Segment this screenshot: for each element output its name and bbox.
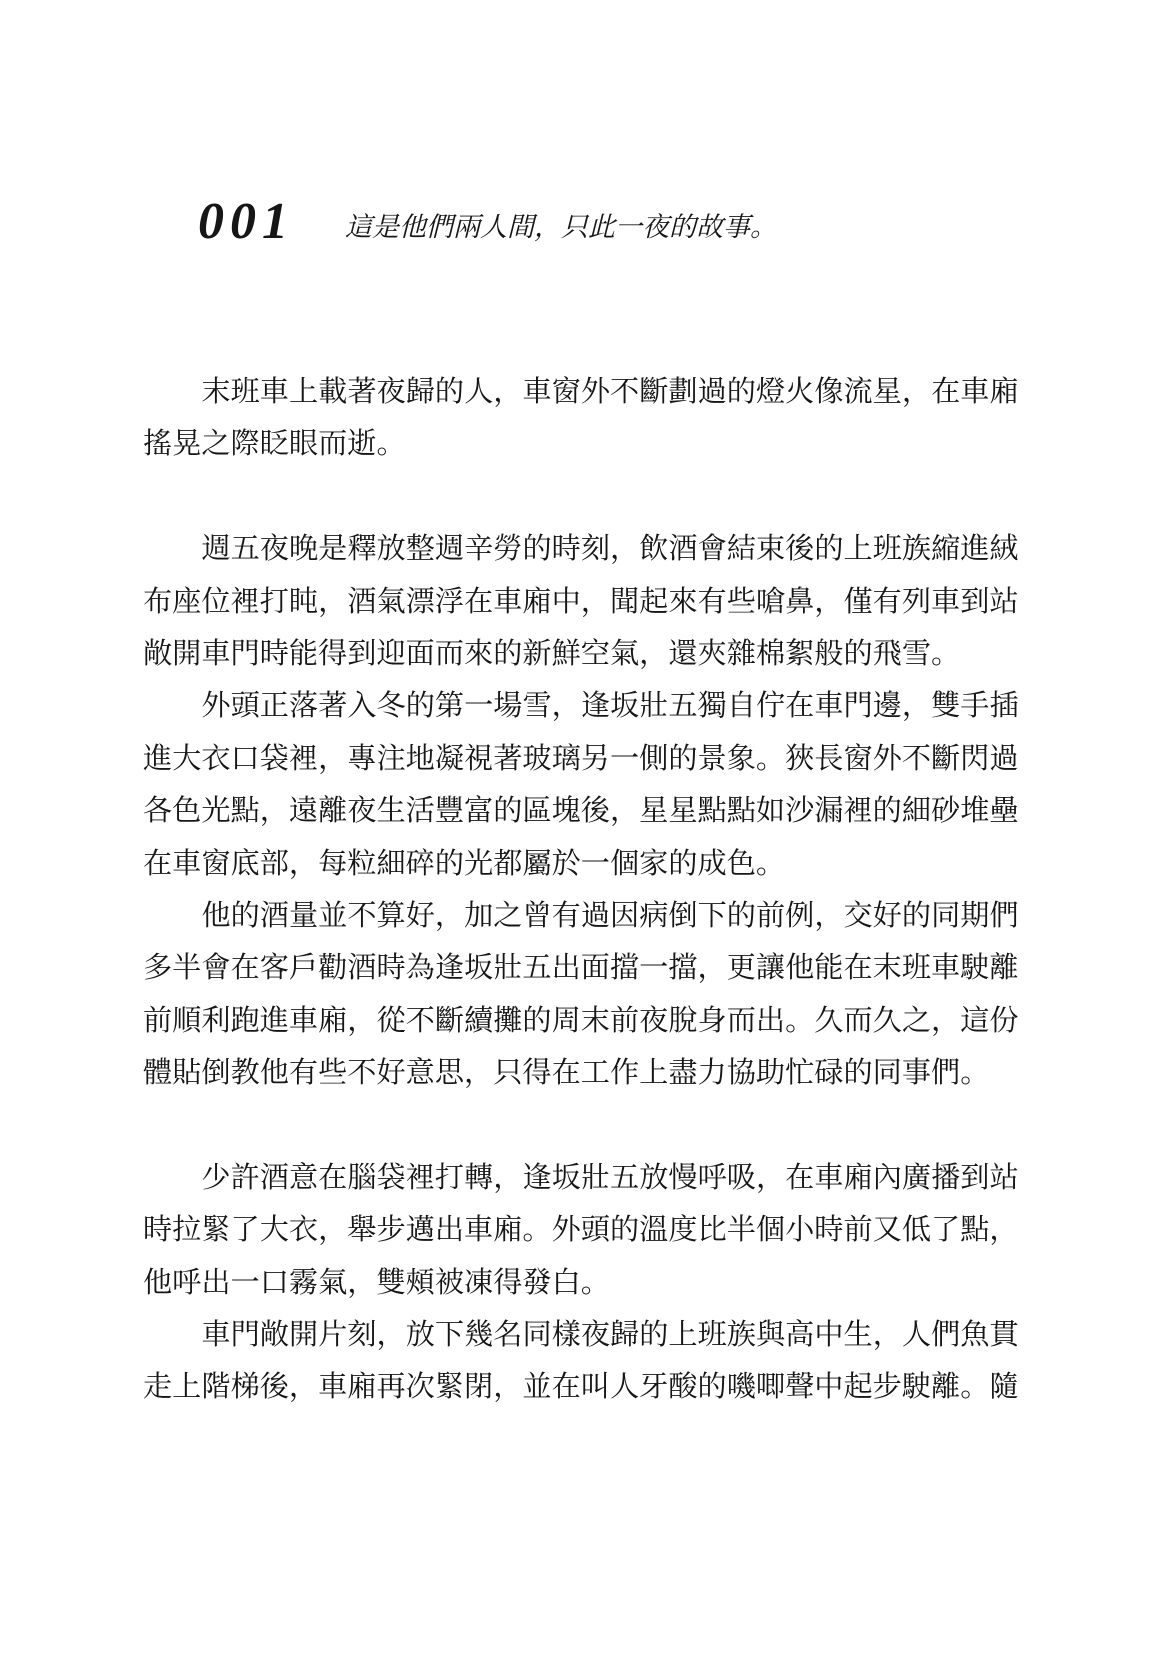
- text-line: 走上階梯後，車廂再次緊閉，並在叫人牙酸的嘰唧聲中起步駛離。隨: [143, 1369, 1019, 1404]
- text-line: 前順利跑進車廂，從不斷續攤的周末前夜脫身而出。久而久之，這份: [143, 1002, 1019, 1037]
- text-line: 外頭正落著入冬的第一場雪，逢坂壯五獨自佇在車門邊，雙手插: [201, 688, 1019, 723]
- paragraph: [143, 365, 1033, 470]
- text-line: 多半會在客戶勸酒時為逢坂壯五出面擋一擋，更讓他能在末班車駛離: [143, 950, 1019, 985]
- body-text: [143, 365, 1033, 1413]
- text-line: 少許酒意在腦袋裡打轉，逢坂壯五放慢呼吸，在車廂內廣播到站: [201, 1159, 1019, 1194]
- text-line: 進大衣口袋裡，專注地凝視著玻璃另一側的景象。狹長窗外不斷閃過: [143, 740, 1019, 775]
- text-line: 末班車上載著夜歸的人，車窗外不斷劃過的燈火像流星，在車廂: [201, 374, 1019, 408]
- text-line: 敞開車門時能得到迎面而來的新鮮空氣，還夾雜棉絮般的飛雪。: [143, 635, 961, 670]
- paragraph: [143, 889, 1033, 1099]
- text-line: 時拉緊了大衣，舉步邁出車廂。外頭的溫度比半個小時前又低了點，: [143, 1212, 1019, 1247]
- text-line: 搖晃之際眨眼而逝。: [143, 426, 406, 461]
- text-line: 在車窗底部，每粒細碎的光都屬於一個家的成色。: [143, 845, 786, 880]
- paragraph: [143, 1308, 1033, 1413]
- chapter-subtitle: 這是他們兩人間，只此一夜的故事。: [345, 212, 777, 243]
- text-line: 他的酒量並不算好，加之曾有過因病倒下的前例，交好的同期們: [201, 897, 1019, 932]
- text-line: 車門敞開片刻，放下幾名同樣夜歸的上班族與高中生，人們魚貫: [201, 1317, 1019, 1352]
- chapter-number: 001: [198, 193, 294, 250]
- paragraph: [143, 679, 1033, 889]
- paragraph: [143, 522, 1033, 679]
- text-line: 他呼出一口霧氣，雙頰被凍得發白。: [143, 1264, 610, 1299]
- paragraph: [143, 1151, 1033, 1308]
- text-line: 體貼倒教他有些不好意思，只得在工作上盡力協助忙碌的同事們。: [143, 1055, 990, 1090]
- text-line: 週五夜晚是釋放整週辛勞的時刻，飲酒會結束後的上班族縮進絨: [201, 531, 1019, 566]
- text-line: 布座位裡打盹，酒氣漂浮在車廂中，聞起來有些嗆鼻，僅有列車到站: [143, 583, 1019, 618]
- text-line: 各色光點，遠離夜生活豐富的區塊後，星星點點如沙漏裡的細砂堆壘: [143, 793, 1019, 828]
